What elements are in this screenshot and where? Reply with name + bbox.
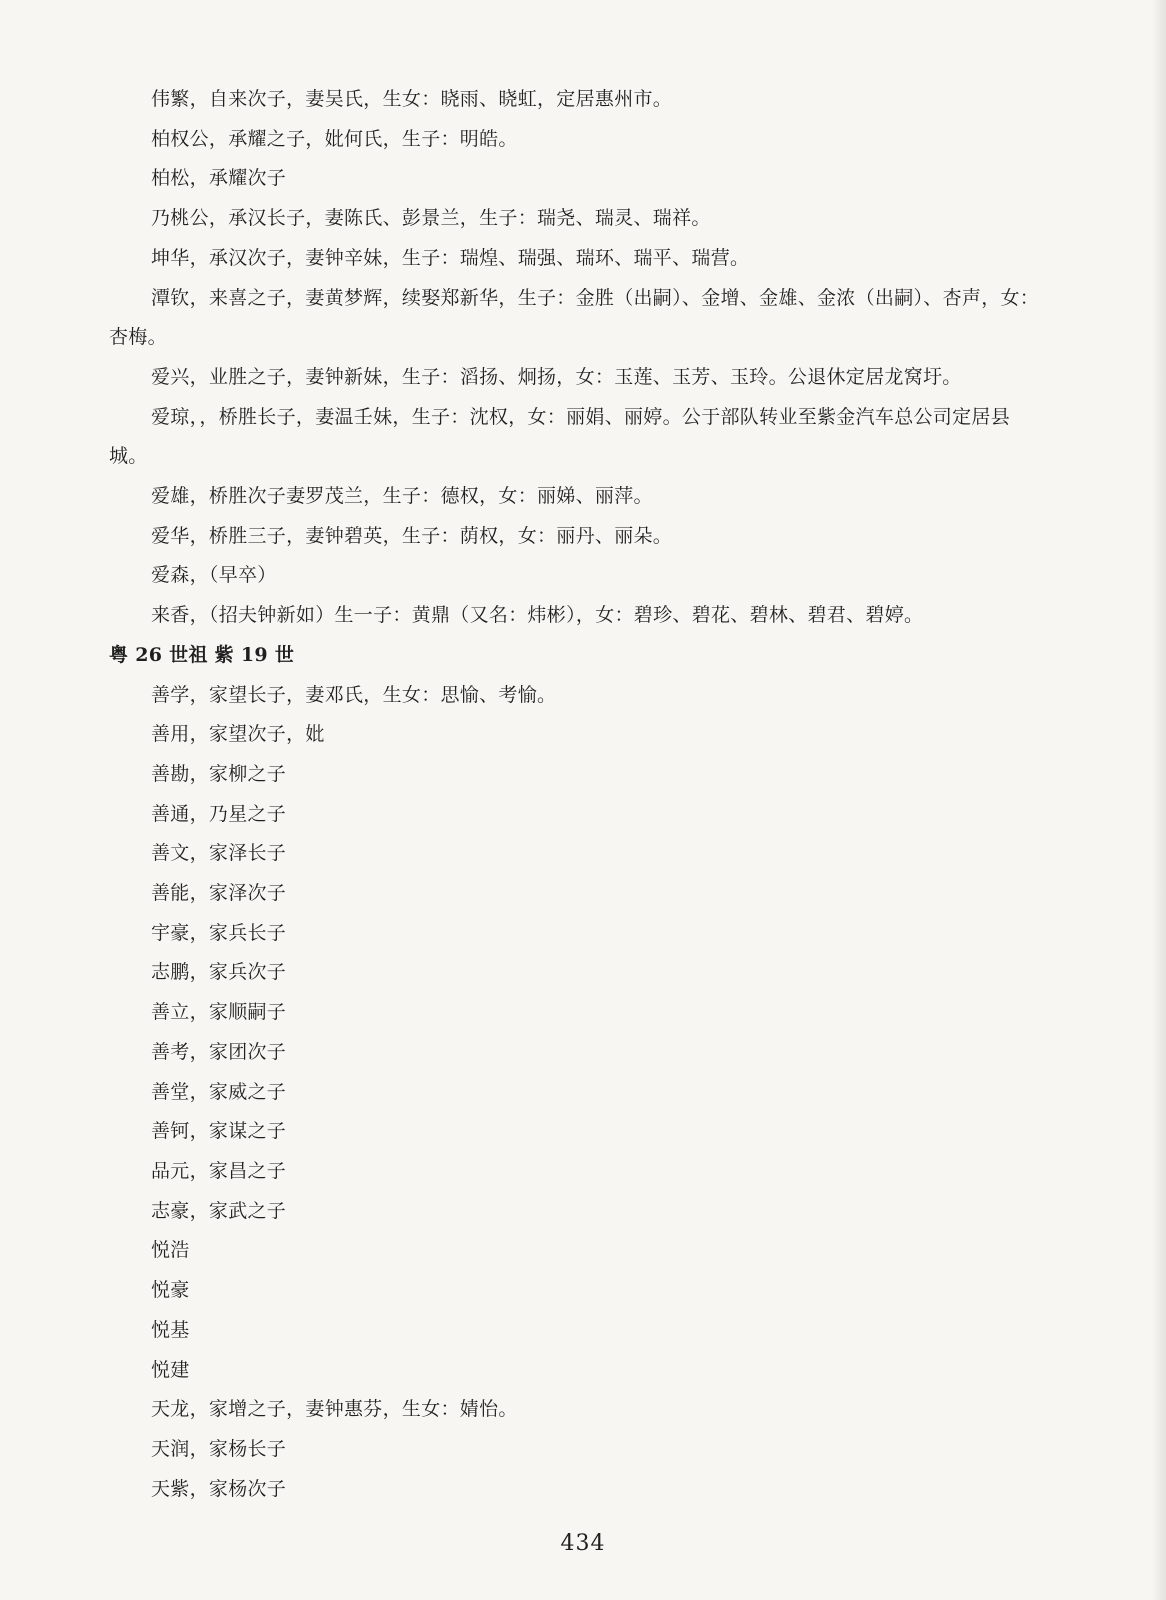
entry: 悦浩 xyxy=(151,1239,190,1262)
entry: 柏权公，承耀之子，妣何氏，生子：明皓。 xyxy=(151,127,518,150)
scan-edge-shadow xyxy=(1152,0,1166,1600)
entry: 善文，家泽长子 xyxy=(151,842,287,865)
entry: 善钶，家谋之子 xyxy=(151,1120,287,1143)
entry: 爱森，（早卒） xyxy=(151,564,277,587)
entry: 善通，乃星之子 xyxy=(151,802,287,825)
entry: 善学，家望长子，妻邓氏，生女：思愉、考愉。 xyxy=(151,683,557,706)
page-number: 434 xyxy=(560,1531,606,1556)
entry: 乃桃公，承汉长子，妻陈氏、彭景兰，生子：瑞尧、瑞灵、瑞祥。 xyxy=(151,207,711,230)
genealogy-text xyxy=(109,80,1044,1509)
entry: 潭钦，来喜之子，妻黄梦辉，续娶郑新华，生子：金胜（出嗣）、金增、金雄、金浓（出嗣）、杏声，女：杏梅。 xyxy=(109,286,1040,349)
entry: 悦建 xyxy=(151,1358,190,1381)
entry: 善勘，家柳之子 xyxy=(151,762,287,785)
entry: 柏松，承耀次子 xyxy=(151,167,287,190)
entry: 品元，家昌之子 xyxy=(151,1159,287,1182)
entry: 坤华，承汉次子，妻钟辛妹，生子：瑞煌、瑞强、瑞环、瑞平、瑞营。 xyxy=(151,246,750,269)
entry: 善能，家泽次子 xyxy=(151,882,287,905)
entry: 天紫，家杨次子 xyxy=(151,1477,287,1500)
entry: 天润，家杨长子 xyxy=(151,1437,287,1460)
generation-heading: 粤 26 世祖 紫 19 世 xyxy=(109,643,295,666)
entry: 爱琼，，桥胜长子，妻温壬妹，生子：沈权，女：丽娟、丽婷。公于部队转业至紫金汽车总公司定居县城。 xyxy=(109,405,1011,468)
entry: 爱华，桥胜三子，妻钟碧英，生子：荫权，女：丽丹、丽朵。 xyxy=(151,524,673,547)
entry: 善堂，家威之子 xyxy=(151,1080,287,1103)
entry: 善立，家顺嗣子 xyxy=(151,1001,287,1024)
entry: 爱雄，桥胜次子妻罗茂兰，生子：德权，女：丽娣、丽萍。 xyxy=(151,485,653,508)
entry: 来香，（招夫钟新如）生一子：黄鼎（又名：炜彬），女：碧珍、碧花、碧林、碧君、碧婷。 xyxy=(151,604,924,627)
entry: 宇豪，家兵长子 xyxy=(151,921,287,944)
entry: 善考，家团次子 xyxy=(151,1040,287,1063)
entry: 悦基 xyxy=(151,1318,190,1341)
entry: 悦豪 xyxy=(151,1279,190,1302)
entry: 天龙，家增之子，妻钟惠芬，生女：婧怡。 xyxy=(151,1398,518,1421)
entry: 爱兴，业胜之子，妻钟新妹，生子：滔扬、炯扬，女：玉莲、玉芳、玉玲。公退休定居龙窝圩。 xyxy=(151,365,962,388)
entry: 善用，家望次子，妣 xyxy=(151,723,325,746)
entry: 伟繁，自来次子，妻吴氏，生女：晓雨、晓虹，定居惠州市。 xyxy=(151,88,673,110)
entry: 志豪，家武之子 xyxy=(151,1199,287,1222)
entry: 志鹏，家兵次子 xyxy=(151,961,287,984)
